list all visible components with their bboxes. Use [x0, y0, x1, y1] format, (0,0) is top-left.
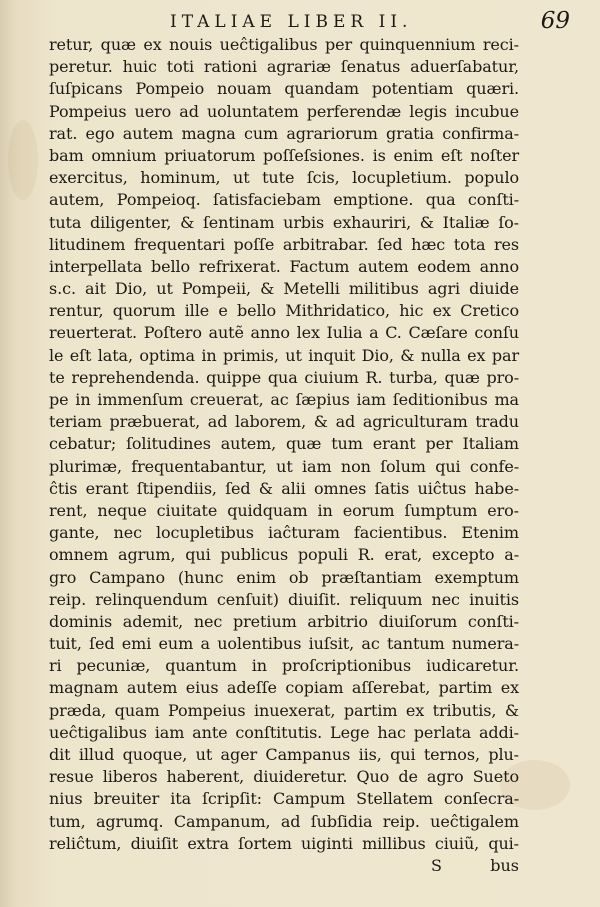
paper-stain [8, 120, 38, 200]
text-line: ĉtis erant ſtipendiis, ſed & alii omnes ſatis uiĉtus habe- [49, 478, 519, 498]
text-line: te reprehendenda. quippe qua ciuium R. turba, quæ pro- [49, 367, 519, 387]
text-line: teriam præbuerat, ad laborem, & ad agriculturam tradu [49, 412, 519, 432]
body-text [49, 34, 519, 877]
text-line: dit illud quoque, ut ager Campanus iis, qui ternos, plu- [49, 745, 519, 764]
text-line: litudinem frequentari poſſe arbitrabar. ſed hæc tota res [49, 234, 519, 254]
text-line: resue liberos haberent, diuideretur. Quo de agro Sueto [49, 767, 519, 787]
catchword: bus [490, 855, 519, 875]
text-line: nius breuiter ita ſcripſit: Campum Stellatem conſecra- [49, 789, 519, 809]
page-header [50, 6, 570, 36]
text-line: tuta diligenter, & ſentinam urbis exhauriri, & Italiæ ſo- [49, 212, 519, 232]
text-line: reliĉtum, diuiſit extra ſortem uiginti millibus ciuiũ, qui- [49, 833, 519, 853]
text-line: exercitus, hominum, ut tute ſcis, locupletium. populo [49, 168, 519, 188]
text-line: le eſt lata, optima in primis, ut inquit Dio, & nulla ex par [49, 345, 519, 365]
text-line: gante, nec locupletibus iaĉturam facientibus. Etenim [49, 523, 519, 543]
text-line: gro Campano (hunc enim ob præſtantiam exemptum [49, 567, 519, 587]
text-line: autem, Pompeioq. ſatisfaciebam emptione. qua conſti- [49, 190, 519, 210]
text-line: rentur, quorum ille e bello Mithridatico, hic ex Cretico [49, 301, 519, 321]
text-line: rat. ego autem magna cum agrariorum gratia confirma- [49, 123, 519, 143]
text-line: retur, quæ ex nouis ueĉtigalibus per quinquennium reci- [49, 35, 519, 54]
text-line: ſuſpicans Pompeio nouam quandam potentiam quæri. [49, 79, 519, 99]
text-line: præda, quam Pompeius inuexerat, partim ex tributis, & [49, 700, 519, 720]
text-line: omnem agrum, qui publicus populi R. erat, excepto a- [49, 545, 519, 565]
text-line: interpellata bello refrixerat. Factum autem eodem anno [49, 256, 519, 276]
text-line: tuit, ſed emi eum a uolentibus iuſsit, ac tantum numera- [49, 634, 519, 654]
text-line: magnam autem eius adeſſe copiam aſſerebat, partim ex [49, 678, 519, 698]
text-line: Pompeius uero ad uoluntatem perferendæ legis incubue [49, 101, 519, 121]
text-line: dominis ademit, nec pretium arbitrio diuiſorum conſti- [49, 611, 519, 631]
text-line: s.c. ait Dio, ut Pompeii, & Metelli militibus agri diuide [49, 279, 519, 299]
text-line: reip. relinquendum cenſuit) diuiſit. reliquum nec inuitis [49, 589, 519, 609]
page-number: 69 [540, 8, 570, 34]
text-line: cebatur; ſolitudines autem, quæ tum erant per Italiam [49, 434, 519, 454]
text-line: pe in immenſum creuerat, ac ſæpius iam ſeditionibus ma [49, 390, 519, 409]
text-line: rent, neque ciuitate quidquam in eorum ſumptum ero- [49, 500, 519, 520]
page-footer [49, 855, 519, 877]
text-line: plurimæ, frequentabantur, ut iam non ſolum qui confe- [49, 456, 519, 476]
text-line: reuerterat. Poſtero autẽ anno lex Iulia a C. Cæſare conſu [49, 323, 519, 343]
text-line: tum, agrumq. Campanum, ad ſubſidia reip. ueĉtigalem [49, 811, 519, 831]
text-line: bam omnium priuatorum poſſeſsiones. is enim eſt noſter [49, 145, 519, 165]
text-line: ueĉtigalibus iam ante conſtitutis. Lege hac perlata addi- [49, 722, 519, 742]
text-line: peretur. huic toti rationi agrariæ ſenatus aduerſabatur, [49, 57, 519, 77]
signature-mark: S [431, 855, 442, 875]
running-head: ITALIAE LIBER II. [170, 12, 413, 32]
text-line: ri pecuniæ, quantum in proſcriptionibus iudicaretur. [49, 656, 519, 676]
